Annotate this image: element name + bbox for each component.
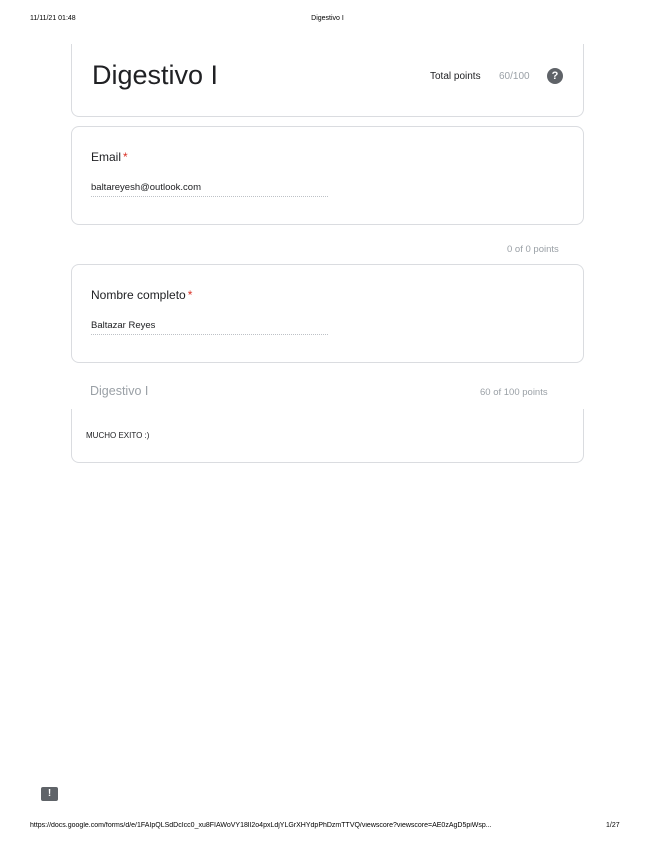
print-page-number: 1/27 (606, 822, 620, 829)
print-doc-title: Digestivo I (311, 15, 344, 22)
question-label-text: Nombre completo (91, 288, 186, 302)
section-message: MUCHO EXITO :) (86, 431, 150, 440)
question-card-email (71, 126, 584, 225)
section-title: Digestivo I (90, 384, 149, 398)
print-url: https://docs.google.com/forms/d/e/1FAIpQLSdDcIcc0_xu8FIAWoVY18lI2o4pxLdjYLGrXHYdpPhDzmTTVQ/viewscore?viewscore=AE0zAgD5piWsp... (30, 822, 492, 829)
question-label-name (91, 288, 192, 302)
print-datetime: 11/11/21 01:48 (30, 15, 76, 22)
required-asterisk: * (123, 150, 128, 164)
question-label-email (91, 150, 128, 164)
form-header-card (71, 44, 584, 117)
section-points: 60 of 100 points (480, 387, 548, 398)
required-asterisk: * (187, 288, 193, 302)
name-answer: Baltazar Reyes (91, 320, 328, 335)
total-points-label: Total points (430, 71, 481, 82)
help-circle-icon[interactable]: ? (547, 68, 563, 84)
form-title: Digestivo I (92, 60, 219, 90)
email-answer: baltareyesh@outlook.com (91, 182, 328, 197)
total-points-value: 60/100 (499, 71, 530, 82)
question-card-name (71, 264, 584, 363)
question-label-text: Email (91, 150, 122, 164)
section-points-0: 0 of 0 points (507, 244, 559, 255)
feedback-icon[interactable]: ! (41, 787, 58, 801)
section-message-card (71, 409, 584, 463)
print-header (0, 15, 655, 27)
